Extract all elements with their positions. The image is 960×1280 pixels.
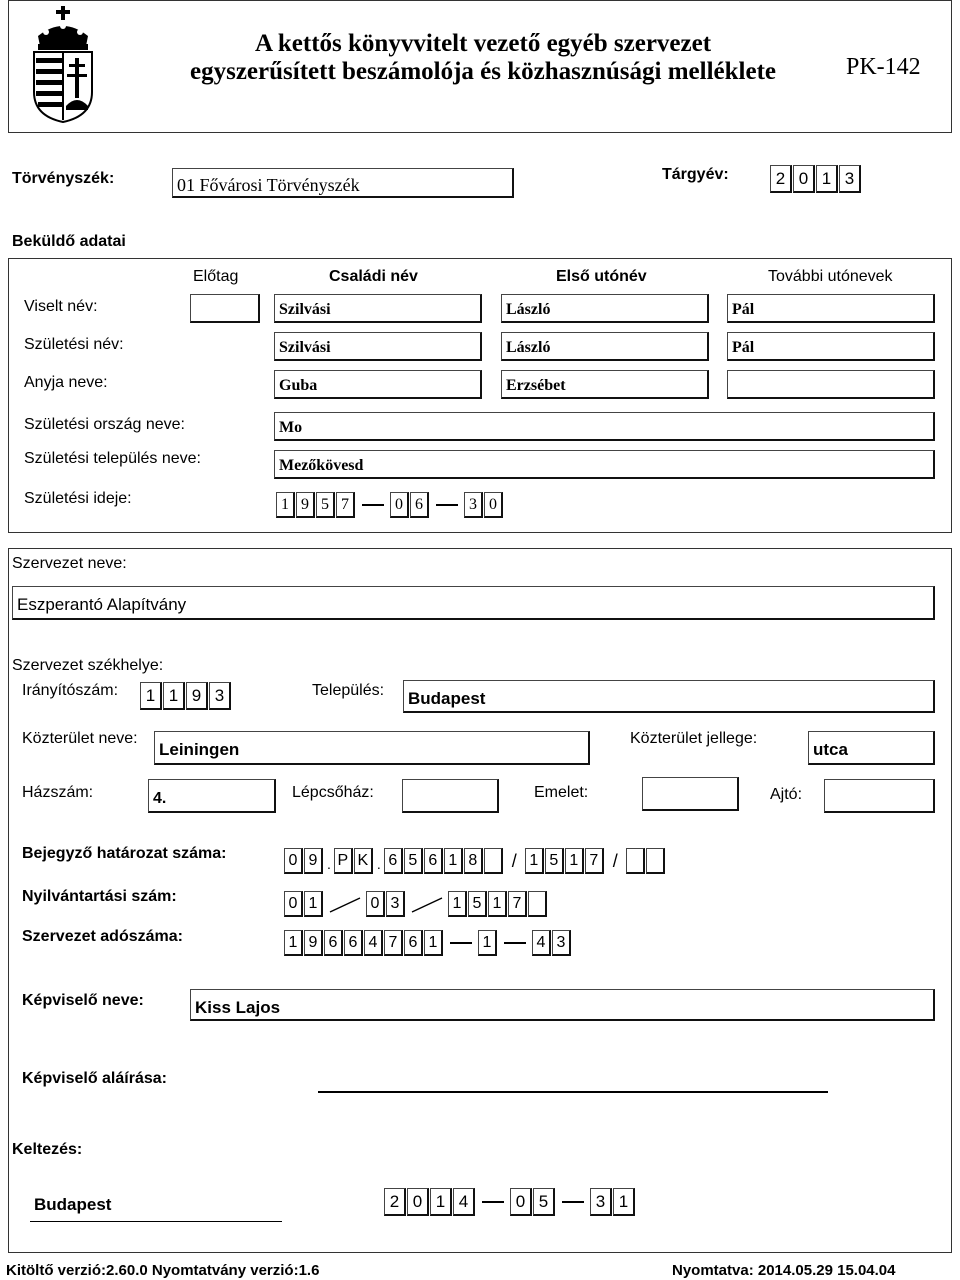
digit-cell[interactable]: 1 xyxy=(448,891,467,917)
digit-cell[interactable]: 1 xyxy=(488,891,507,917)
representative-signature-label: Képviselő aláírása: xyxy=(22,1070,167,1087)
digit-cell[interactable]: 5 xyxy=(545,848,564,874)
worn-name-other-field[interactable]: Pál xyxy=(727,294,935,323)
digit-cell[interactable]: 1 xyxy=(478,930,497,956)
col-first-header: Első utónév xyxy=(556,268,647,285)
birth-place-label: Születési település neve: xyxy=(24,450,201,467)
worn-name-prefix-field[interactable] xyxy=(190,294,260,323)
dating-place-line xyxy=(30,1221,282,1222)
digit-cell[interactable]: 0 xyxy=(366,891,385,917)
dating-place: Budapest xyxy=(34,1195,112,1214)
stairwell-label: Lépcsőház: xyxy=(292,784,374,801)
hungarian-coat-of-arms-icon xyxy=(28,6,98,124)
digit-cell[interactable]: 9 xyxy=(304,848,323,874)
year-label: Tárgyév: xyxy=(662,166,729,183)
date-dash xyxy=(362,504,384,506)
digit-cell[interactable]: 0 xyxy=(390,492,409,518)
sender-section-title: Beküldő adatai xyxy=(12,233,126,250)
digit-cell[interactable]: 1 xyxy=(163,682,185,710)
footer-version: Kitöltő verzió:2.60.0 Nyomtatvány verzió:1.6 xyxy=(6,1262,320,1279)
signature-line xyxy=(318,1091,828,1093)
court-label: Törvényszék: xyxy=(12,170,115,187)
digit-cell[interactable]: 6 xyxy=(404,930,423,956)
digit-cell[interactable]: 0 xyxy=(407,1188,429,1216)
form-title-line-1: A kettős könyvvitelt vezető egyéb szervezet xyxy=(254,30,712,57)
digit-cell[interactable]: 3 xyxy=(464,492,483,518)
form-code: PK-142 xyxy=(846,54,921,80)
digit-cell[interactable]: 5 xyxy=(316,492,335,518)
digit-cell[interactable]: 7 xyxy=(585,848,604,874)
digit-cell[interactable]: 3 xyxy=(552,930,571,956)
digit-cell[interactable]: 5 xyxy=(533,1188,555,1216)
birth-name-family-field[interactable]: Szilvási xyxy=(274,332,482,361)
worn-name-first-field[interactable]: László xyxy=(501,294,709,323)
diagonal-separator xyxy=(410,894,444,914)
org-seat-label: Szervezet székhelye: xyxy=(12,657,164,674)
representative-name-field[interactable]: Kiss Lajos xyxy=(190,989,935,1021)
birth-place-field[interactable]: Mezőkövesd xyxy=(274,450,935,479)
dot-separator: . xyxy=(327,856,331,872)
digit-cell[interactable]: 4 xyxy=(364,930,383,956)
floor-label: Emelet: xyxy=(534,784,589,801)
tax-dash xyxy=(504,942,526,944)
house-number-label: Házszám: xyxy=(22,784,94,801)
door-label: Ajtó: xyxy=(770,786,803,803)
date-dash xyxy=(482,1201,504,1203)
digit-cell[interactable]: 5 xyxy=(404,848,423,874)
tax-dash xyxy=(450,942,472,944)
digit-cell[interactable] xyxy=(528,891,547,917)
digit-cell[interactable] xyxy=(484,848,503,874)
mother-name-family-field[interactable]: Guba xyxy=(274,370,482,399)
slash-separator: / xyxy=(612,850,618,871)
digit-cell[interactable]: 2 xyxy=(384,1188,406,1216)
birth-name-other-field[interactable]: Pál xyxy=(727,332,935,361)
col-family-header: Családi név xyxy=(329,268,418,285)
digit-cell[interactable]: 1 xyxy=(430,1188,452,1216)
digit-cell[interactable]: 0 xyxy=(510,1188,532,1216)
tax-number-label: Szervezet adószáma: xyxy=(22,928,183,945)
digit-cell[interactable]: 7 xyxy=(336,492,355,518)
col-other-header: További utónevek xyxy=(768,268,893,285)
col-prefix-header: Előtag xyxy=(193,268,239,285)
street-type-label: Közterület jellege: xyxy=(630,730,758,747)
birth-date-label: Születési ideje: xyxy=(24,490,132,507)
dot-separator: . xyxy=(376,856,381,872)
birth-name-label: Születési név: xyxy=(24,336,124,353)
digit-cell[interactable]: 4 xyxy=(532,930,551,956)
footer-printed: Nyomtatva: 2014.05.29 15.04.04 xyxy=(672,1262,896,1279)
digit-cell[interactable]: 9 xyxy=(304,930,323,956)
worn-name-family-field[interactable]: Szilvási xyxy=(274,294,482,323)
mother-name-first-field[interactable]: Erzsébet xyxy=(501,370,709,399)
digit-cell[interactable]: 0 xyxy=(793,165,815,193)
decision-number-digits[interactable] xyxy=(284,848,666,874)
digit-cell[interactable]: 5 xyxy=(468,891,487,917)
digit-cell[interactable]: 3 xyxy=(209,682,231,710)
floor-field[interactable] xyxy=(642,777,739,811)
date-dash xyxy=(436,504,458,506)
tax-number-digits[interactable] xyxy=(284,930,572,956)
digit-cell[interactable]: 1 xyxy=(525,848,544,874)
digit-cell[interactable]: 1 xyxy=(444,848,463,874)
digit-cell[interactable]: 1 xyxy=(565,848,584,874)
digit-cell[interactable]: 7 xyxy=(508,891,527,917)
digit-cell[interactable]: 0 xyxy=(284,848,303,874)
digit-cell[interactable]: 9 xyxy=(186,682,208,710)
dating-date-digits[interactable] xyxy=(384,1189,636,1215)
digit-cell[interactable]: 4 xyxy=(453,1188,475,1216)
decision-number-label: Bejegyző határozat száma: xyxy=(22,845,227,862)
digit-cell[interactable]: 6 xyxy=(344,930,363,956)
org-name-label: Szervezet neve: xyxy=(12,555,127,572)
digit-cell[interactable]: 1 xyxy=(284,930,303,956)
worn-name-label: Viselt név: xyxy=(24,298,98,315)
birth-country-label: Születési ország neve: xyxy=(24,416,185,433)
zip-label: Irányítószám: xyxy=(22,682,119,699)
street-type-field[interactable]: utca xyxy=(808,731,935,765)
digit-cell[interactable]: 6 xyxy=(324,930,343,956)
digit-cell[interactable]: 3 xyxy=(590,1188,612,1216)
digit-cell[interactable] xyxy=(646,848,665,874)
digit-cell[interactable]: 1 xyxy=(276,492,295,518)
city-field[interactable]: Budapest xyxy=(403,680,935,713)
form-title xyxy=(128,30,838,86)
digit-cell[interactable]: P xyxy=(334,848,353,874)
zip-digits[interactable] xyxy=(140,683,232,709)
birth-name-first-field[interactable]: László xyxy=(501,332,709,361)
stairwell-field[interactable] xyxy=(402,779,499,813)
house-number-field[interactable]: 4. xyxy=(148,779,276,813)
date-dash xyxy=(562,1201,584,1203)
digit-cell[interactable]: 1 xyxy=(424,930,443,956)
digit-cell[interactable] xyxy=(626,848,645,874)
digit-cell[interactable]: 3 xyxy=(386,891,405,917)
form-title-line-2: egyszerűsített beszámolója és közhasznúsági melléklete xyxy=(190,58,776,85)
digit-cell[interactable]: 0 xyxy=(284,891,303,917)
digit-cell[interactable]: 6 xyxy=(410,492,429,518)
birth-country-field[interactable]: Mo xyxy=(274,412,935,441)
city-label: Település: xyxy=(312,682,385,699)
digit-cell[interactable]: 1 xyxy=(613,1188,635,1216)
digit-cell[interactable]: 1 xyxy=(304,891,323,917)
digit-cell[interactable]: 3 xyxy=(839,165,861,193)
digit-cell[interactable]: 6 xyxy=(384,848,403,874)
record-number-label: Nyilvántartási szám: xyxy=(22,888,177,905)
digit-cell[interactable]: 0 xyxy=(484,492,503,518)
dating-label: Keltezés: xyxy=(12,1141,83,1158)
door-field[interactable] xyxy=(824,779,935,813)
digit-cell[interactable]: 2 xyxy=(770,165,792,193)
court-field[interactable]: 01 Fővárosi Törvényszék xyxy=(172,168,514,198)
slash-separator: / xyxy=(511,850,517,871)
street-label: Közterület neve: xyxy=(22,730,138,747)
digit-cell[interactable]: K xyxy=(354,848,373,874)
birth-date-digits[interactable] xyxy=(276,492,504,518)
digit-cell[interactable]: 7 xyxy=(384,930,403,956)
digit-cell[interactable]: 9 xyxy=(296,492,315,518)
street-field[interactable]: Leiningen xyxy=(154,731,590,765)
year-digits[interactable] xyxy=(770,166,862,192)
diagonal-separator xyxy=(328,894,362,914)
digit-cell[interactable]: 8 xyxy=(464,848,483,874)
digit-cell[interactable]: 6 xyxy=(424,848,443,874)
digit-cell[interactable]: 1 xyxy=(816,165,838,193)
mother-name-label: Anyja neve: xyxy=(24,374,108,391)
digit-cell[interactable]: 1 xyxy=(140,682,162,710)
representative-name-label: Képviselő neve: xyxy=(22,992,144,1009)
record-number-digits[interactable] xyxy=(284,891,548,917)
mother-name-other-field[interactable] xyxy=(727,370,935,399)
org-name-field[interactable]: Eszperantó Alapítvány xyxy=(12,586,935,620)
